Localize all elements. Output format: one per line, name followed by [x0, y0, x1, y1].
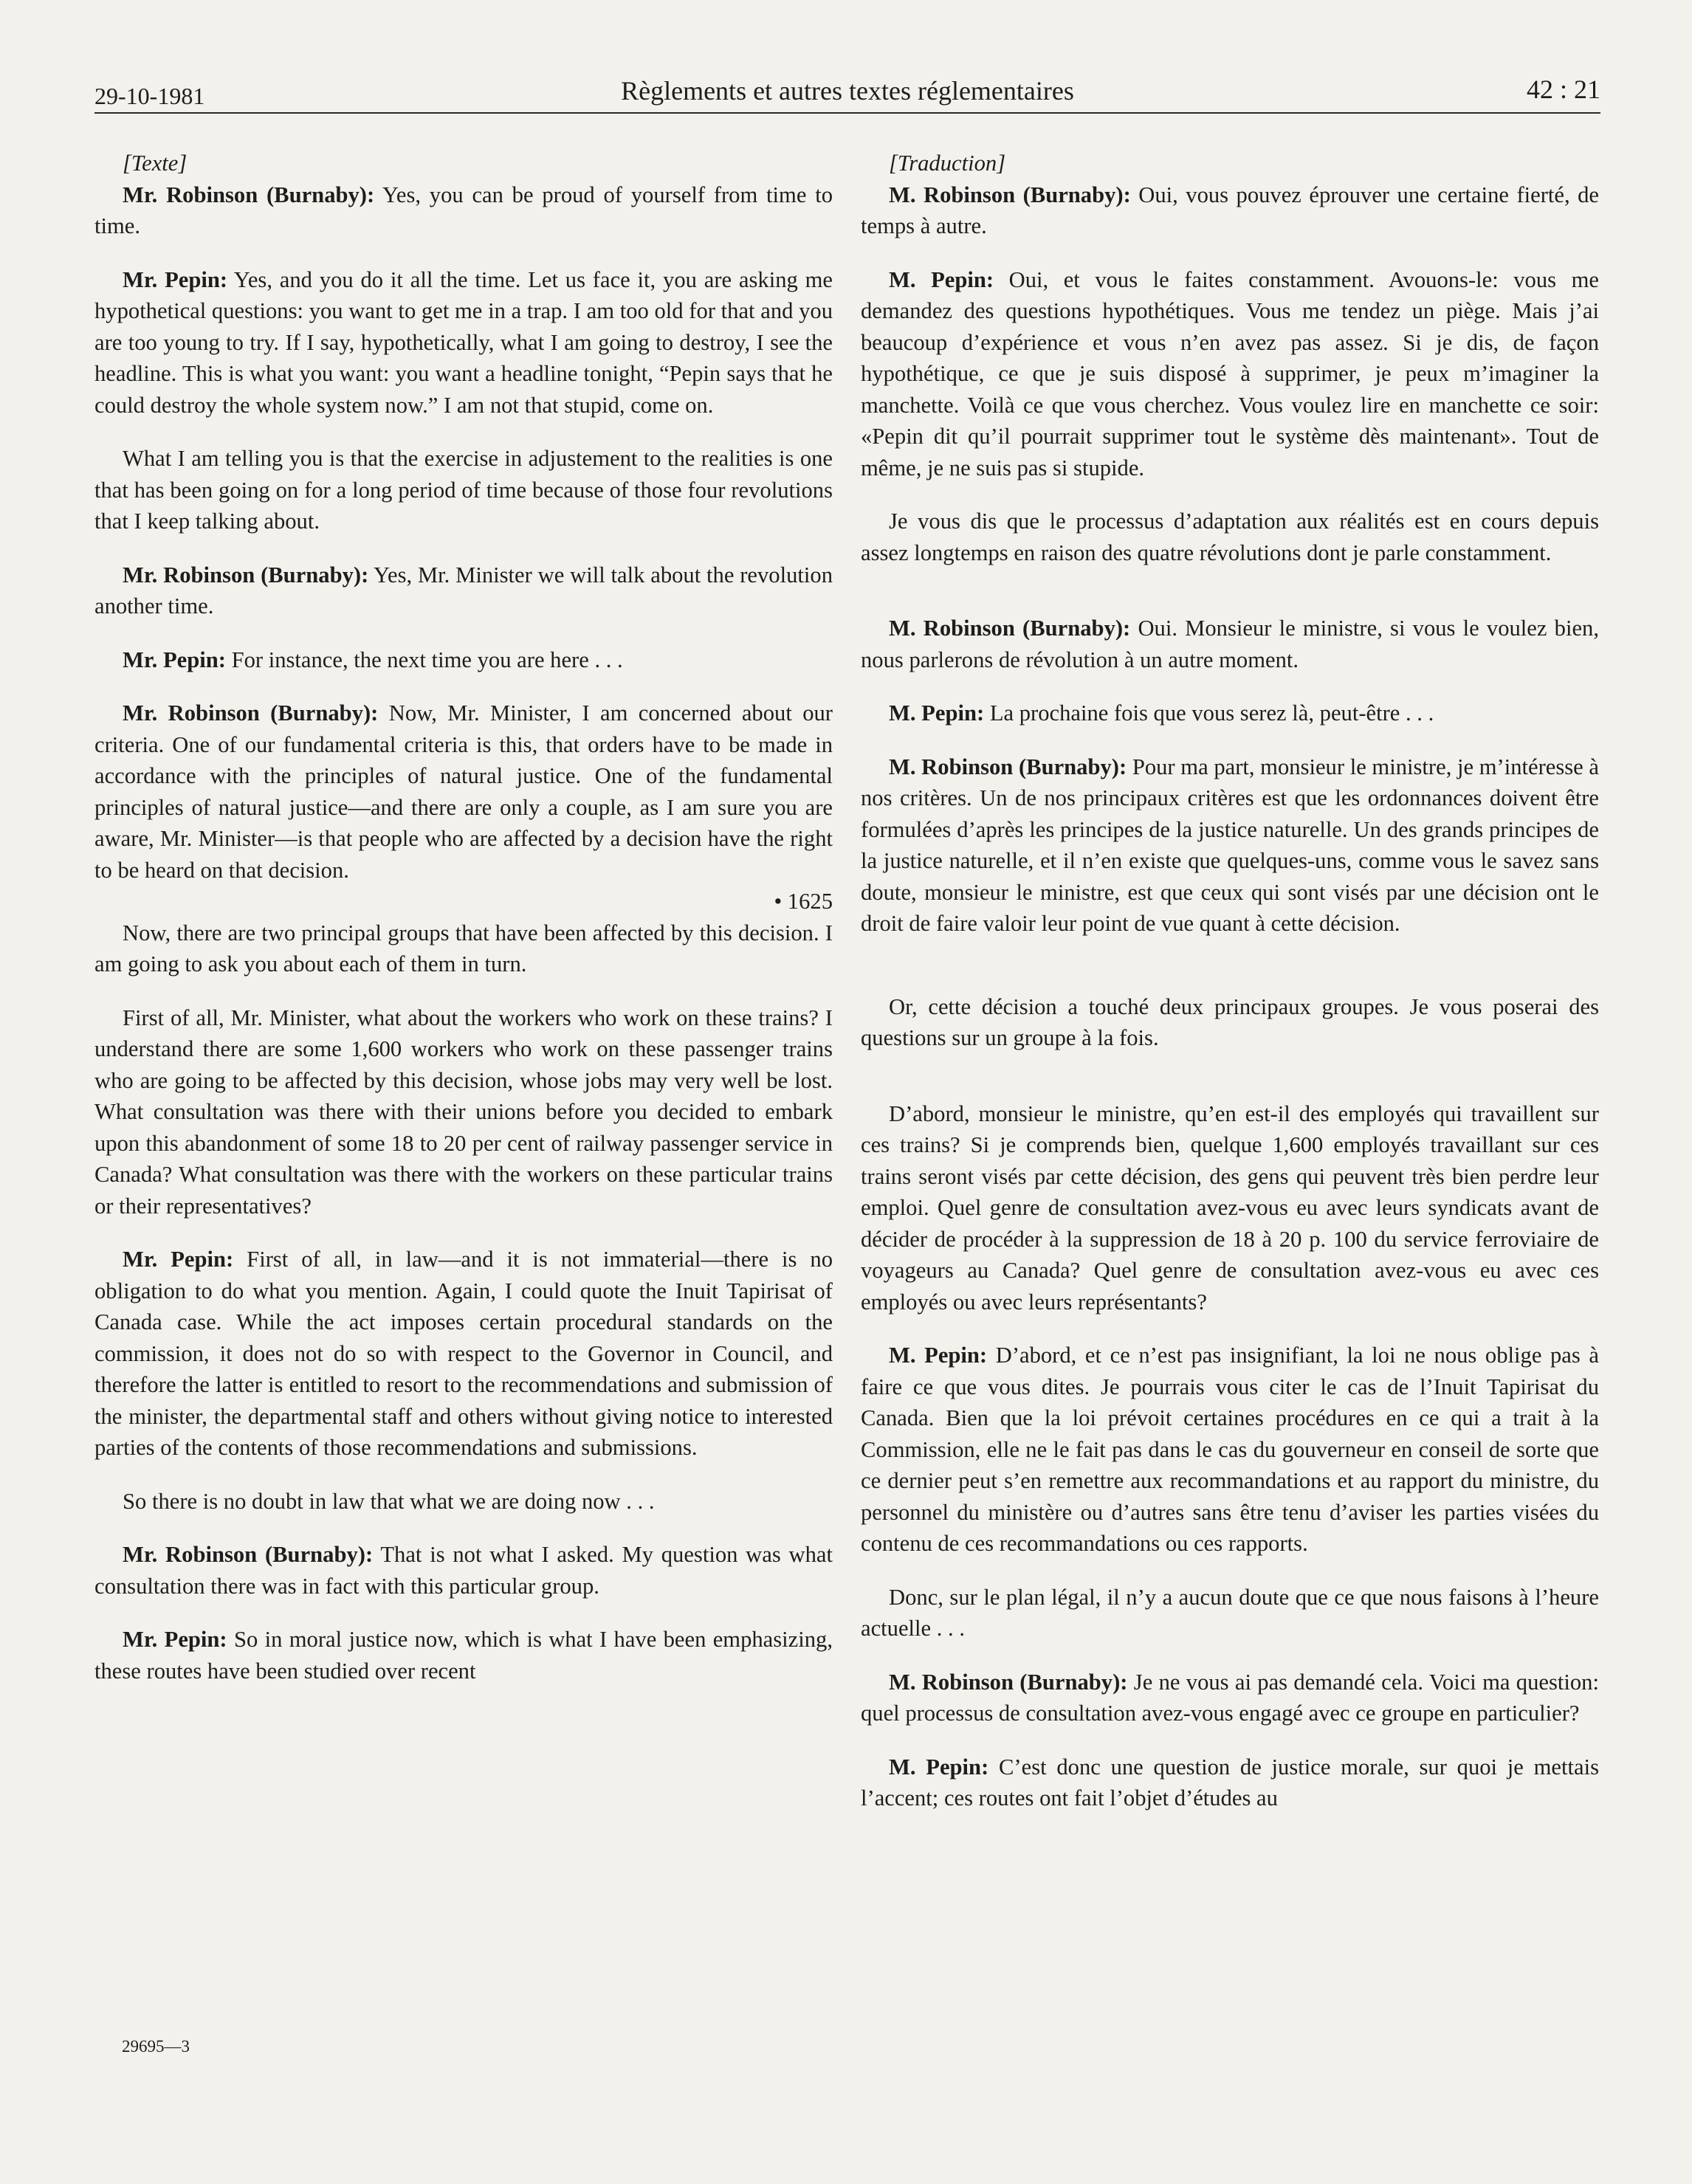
paragraph — [861, 506, 1599, 568]
paragraph — [94, 1486, 833, 1518]
speech-text: Donc, sur le plan légal, il n’y a aucun doute que ce que nous faisons à l’heure actuelle . . . — [861, 1584, 1599, 1641]
paragraph — [94, 179, 833, 242]
paragraph — [94, 443, 833, 537]
paragraph — [861, 1582, 1599, 1644]
paragraph — [94, 264, 833, 421]
speaker-name: M. Robinson (Burnaby): — [889, 616, 1131, 641]
paragraph — [94, 559, 833, 622]
speech-text: Now, there are two principal groups that have been affected by this decision. I am going to ask you about each of them in turn. — [94, 920, 833, 976]
speech-text: Oui. Monsieur le ministre, si vous le voulez bien, nous parlerons de révolution à un autre moment. — [861, 616, 1599, 672]
paragraph — [861, 1340, 1599, 1560]
paragraph — [94, 644, 833, 676]
speech-text: La prochaine fois que vous serez là, peut-être . . . — [984, 700, 1434, 726]
paragraph — [94, 697, 833, 886]
speech-text: Now, Mr. Minister, I am concerned about our criteria. One of our fundamental criteria is this, that orders have to be made in accordance with the principles of natural justice. One of the fundamental principles of natural justice—and there are only a couple, as I am sure you are aware, Mr. Minister—is that people who are affected by a decision have the right to be heard on that decision. — [94, 700, 833, 883]
speech-text: So in moral justice now, which is what I have been emphasizing, these routes have been studied over recent — [94, 1627, 833, 1684]
speaker-name: M. Pepin: — [889, 700, 985, 726]
speech-text: Yes, and you do it all the time. Let us face it, you are asking me hypothetical questions: you want to get me in a trap. I am too old for that and you are too young to try. If I say, hypothetically, what I am going to destroy, I see the headline. This is what you want: you want a headline tonight, “Pepin says that he could destroy the whole system now.” I am not that stupid, come on. — [94, 266, 833, 418]
speech-text: Yes, you can be proud of yourself from time to time. — [94, 182, 833, 238]
timestamp: • 1625 — [774, 889, 833, 914]
speech-text: Oui, et vous le faites constamment. Avouons-le: vous me demandez des questions hypothétiques. Vous me tendez un piège. Mais j’ai beaucoup d’expérience et vous n’en avez pas assez. Si je dis, de façon hypothétique, ce que je suis disposé à supprimer, je peux m’imaginer la manchette. Voilà ce que vous cherchez. Vous voulez lire en manchette ce soir: «Pepin dit qu’il pourrait supprimer tout le système dès maintenant». Tout de même, je ne suis pas si stupide. — [861, 266, 1599, 480]
speech-text: Je vous dis que le processus d’adaptation aux réalités est en cours depuis assez longtemps en raison des quatre révolutions dont je parle constamment. — [861, 509, 1599, 565]
paragraph — [94, 1002, 833, 1222]
paragraph — [861, 751, 1599, 940]
speech-text: For instance, the next time you are here . . . — [225, 647, 623, 672]
paragraph — [861, 1098, 1599, 1318]
speaker-name: M. Pepin: — [889, 1343, 988, 1368]
page-header — [94, 68, 1600, 114]
speaker-name: Mr. Robinson (Burnaby): — [123, 1542, 374, 1567]
speech-text: D’abord, monsieur le ministre, qu’en est-il des employés qui travaillent sur ces trains? Si je comprends bien, quelque 1,600 employés travaillant sur ces trains seront visés par cette décision, des gens qui peuvent très bien perdre leur emploi. Quel genre de consultation avez-vous eu avec leurs syndicats avant de décider de procéder à la suppression de 18 à 20 p. 100 du service ferroviaire de voyageurs au Canada? Quel genre de consultation avez-vous eu avec ces employés ou avec leurs représentants? — [861, 1100, 1599, 1315]
speaker-name: M. Robinson (Burnaby): — [889, 1669, 1128, 1695]
paragraph — [94, 1539, 833, 1602]
speech-text: Je ne vous ai pas demandé cela. Voici ma question: quel processus de consultation avez-vous engagé avec ce groupe en particulier? — [861, 1669, 1599, 1726]
speaker-name: Mr. Robinson (Burnaby): — [123, 700, 379, 726]
paragraph — [861, 1751, 1599, 1814]
speech-text: D’abord, et ce n’est pas insignifiant, la loi ne nous oblige pas à faire ce que vous dites. Je pourrais vous citer le cas de l’Inuit Tapirisat du Canada. Bien que la loi prévoit certaines procédures en ce qui a trait à la Commission, elle ne le fait pas dans le cas du gouverneur en conseil de sorte que ce dernier peut s’en remettre aux recommandations et au rapport du ministre, du personnel du ministère ou d’autres sans être tenu d’aviser les parties visées du contenu de ces recommandations ou ces rapports. — [861, 1343, 1599, 1556]
paragraph — [861, 179, 1599, 242]
page-number: 42 : 21 — [1526, 75, 1600, 104]
paragraph — [94, 1244, 833, 1464]
speaker-name: M. Robinson (Burnaby): — [889, 754, 1127, 779]
language-label: [Texte] — [123, 151, 188, 176]
paragraph — [94, 917, 833, 980]
speech-text: C’est donc une question de justice morale, sur quoi je mettais l’accent; ces routes ont fait l’objet d’études au — [861, 1754, 1599, 1811]
paragraph — [861, 613, 1599, 675]
french-column — [861, 148, 1599, 1814]
paragraph — [861, 697, 1599, 729]
speaker-name: Mr. Pepin: — [123, 1247, 234, 1272]
header-date: 29-10-1981 — [94, 83, 205, 109]
paragraph — [861, 1667, 1599, 1729]
speech-text: Oui, vous pouvez éprouver une certaine fierté, de temps à autre. — [861, 182, 1599, 238]
speaker-name: Mr. Pepin: — [123, 266, 228, 292]
speech-text: That is not what I asked. My question was what consultation there was in fact with this particular group. — [94, 1542, 833, 1599]
speech-text: First of all, Mr. Minister, what about the workers who work on these trains? I understand there are some 1,600 workers who work on these passenger trains who are going to be affected by this decision, whose jobs may very well be lost. What consultation was there with their unions before you decided to embark upon this abandonment of some 18 to 20 per cent of railway passenger service in Canada? What consultation was there with the workers on these particular trains or their representatives? — [94, 1005, 833, 1219]
speaker-name: Mr. Robinson (Burnaby): — [123, 182, 375, 207]
english-column — [94, 148, 833, 1687]
speech-text: Or, cette décision a touché deux principaux groupes. Je vous poserai des questions sur un groupe à la fois. — [861, 993, 1599, 1050]
paragraph — [94, 1624, 833, 1687]
speech-text: Pour ma part, monsieur le ministre, je m’intéresse à nos critères. Un de nos principaux critères est que les ordonnances doivent être formulées d’après les principes de la justice naturelle. Un des grands principes de la justice naturelle, et il n’en existe que quelques-uns, comme vous le savez sans doute, monsieur le ministre, est que ceux qui sont visés par une décision ont le droit de faire valoir leur point de vue quant à cette décision. — [861, 754, 1599, 936]
speech-text: First of all, in law—and it is not immaterial—there is no obligation to do what you mention. Again, I could quote the Inuit Tapirisat of Canada case. While the act imposes certain procedural standards on the commission, it does not do so with respect to the Governor in Council, and therefore the latter is entitled to resort to the recommendations and submission of the minister, the departmental staff and others without giving notice to interested parties of the contents of those recommendations and submissions. — [94, 1247, 833, 1460]
paragraph — [861, 991, 1599, 1054]
speaker-name: M. Pepin: — [889, 1754, 989, 1780]
language-label: [Traduction] — [889, 151, 1006, 176]
speech-text: What I am telling you is that the exercise in adjustement to the realities is one that has been going on for a long period of time because of those four revolutions that I keep talking about. — [94, 446, 833, 534]
speaker-name: Mr. Pepin: — [123, 1627, 227, 1652]
header-title: Règlements et autres textes réglementaires — [621, 76, 1074, 106]
speaker-name: Mr. Pepin: — [123, 647, 226, 672]
paragraph — [861, 264, 1599, 484]
print-code: 29695—3 — [122, 2037, 190, 2056]
speaker-name: M. Pepin: — [889, 266, 994, 292]
speaker-name: M. Robinson (Burnaby): — [889, 182, 1131, 207]
speaker-name: Mr. Robinson (Burnaby): — [123, 562, 369, 588]
speech-text: Yes, Mr. Minister we will talk about the revolution another time. — [94, 562, 833, 619]
speech-text: So there is no doubt in law that what we are doing now . . . — [123, 1488, 655, 1514]
